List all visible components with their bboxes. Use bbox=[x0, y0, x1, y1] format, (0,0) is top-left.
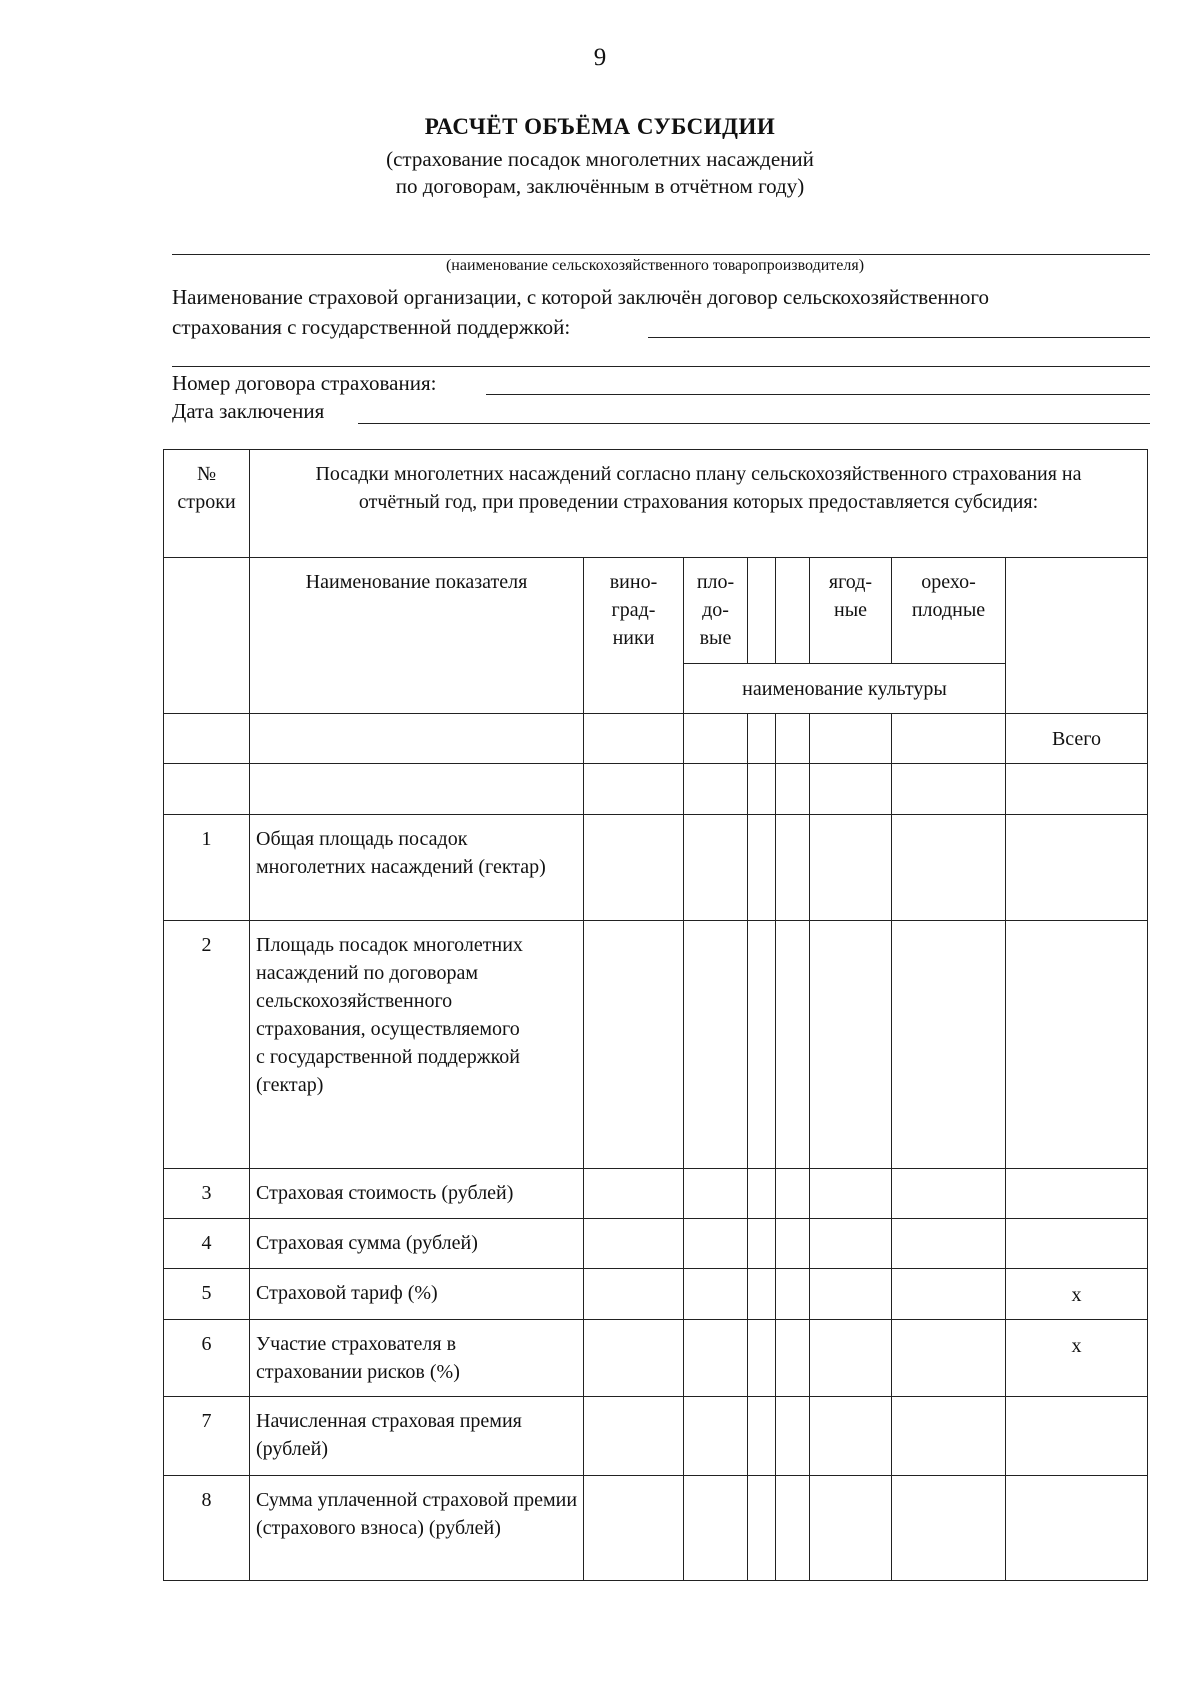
empty-cell bbox=[164, 764, 250, 815]
empty-cell bbox=[776, 558, 810, 664]
table-row bbox=[164, 921, 1148, 1169]
subtitle-line-2: по договорам, заключённым в отчётном году) bbox=[395, 174, 805, 198]
header-number-label: строки bbox=[177, 491, 236, 513]
total-cell[interactable] bbox=[1006, 1397, 1148, 1476]
data-cell[interactable] bbox=[810, 1476, 892, 1581]
data-cell[interactable] bbox=[776, 1269, 810, 1320]
subsidy-calculation-table bbox=[163, 449, 1148, 1581]
contract-number-field[interactable] bbox=[486, 394, 1150, 395]
data-cell[interactable] bbox=[810, 815, 892, 921]
data-cell[interactable] bbox=[776, 1476, 810, 1581]
data-cell[interactable] bbox=[684, 1219, 748, 1269]
data-cell[interactable] bbox=[892, 1397, 1006, 1476]
data-cell[interactable] bbox=[892, 1320, 1006, 1397]
empty-cell bbox=[748, 764, 776, 815]
empty-cell bbox=[776, 764, 810, 815]
row-number: 7 bbox=[164, 1397, 250, 1476]
empty-cell bbox=[250, 764, 584, 815]
empty-cell bbox=[810, 764, 892, 815]
table-row bbox=[164, 1476, 1148, 1581]
data-cell[interactable] bbox=[776, 815, 810, 921]
header-total: Всего bbox=[1006, 714, 1148, 764]
data-cell[interactable] bbox=[776, 1320, 810, 1397]
table-row bbox=[164, 815, 1148, 921]
empty-cell bbox=[892, 764, 1006, 815]
header-nut-part-2: плодные bbox=[911, 599, 986, 621]
empty-cell bbox=[748, 558, 776, 664]
table-row bbox=[164, 1169, 1148, 1219]
row-label: Участие страхователя в страховании рисков (%) bbox=[250, 1320, 584, 1397]
table-header-row bbox=[164, 450, 1148, 558]
total-cell[interactable] bbox=[1006, 815, 1148, 921]
insurer-text-line-2: страхования с государственной поддержкой: bbox=[172, 315, 571, 339]
header-fruit-part-2: до- bbox=[702, 599, 729, 621]
header-nut bbox=[892, 558, 1006, 664]
total-cell[interactable] bbox=[1006, 921, 1148, 1169]
header-plantings-text: Посадки многолетних насаждений согласно плану сельскохозяйственного страхования на отчётный год, при проведении страхования которых предоставляется субсидия: bbox=[315, 463, 1082, 513]
data-cell[interactable] bbox=[892, 921, 1006, 1169]
header-fruit-part-1: пло- bbox=[696, 571, 735, 593]
row-label: Страховой тариф (%) bbox=[250, 1269, 584, 1320]
table-row bbox=[164, 1397, 1148, 1476]
data-cell[interactable] bbox=[584, 1397, 684, 1476]
contract-date-field[interactable] bbox=[358, 423, 1150, 424]
empty-cell bbox=[164, 558, 250, 714]
empty-cell bbox=[748, 714, 776, 764]
empty-cell bbox=[1006, 764, 1148, 815]
data-cell[interactable] bbox=[748, 1169, 776, 1219]
header-fruit bbox=[684, 558, 748, 664]
header-berry-part-1: ягод- bbox=[828, 571, 873, 593]
header-berry bbox=[810, 558, 892, 664]
data-cell[interactable] bbox=[892, 1476, 1006, 1581]
table-blank-row bbox=[164, 764, 1148, 815]
row-label: Страховая сумма (рублей) bbox=[250, 1219, 584, 1269]
header-number-symbol: № bbox=[196, 463, 217, 485]
insurer-text-line-1: Наименование страховой организации, с которой заключён договор сельскохозяйственного bbox=[172, 285, 989, 309]
header-vineyards-part-3: ники bbox=[612, 627, 655, 649]
row-label: Общая площадь посадок многолетних насаждений (гектар) bbox=[250, 815, 584, 921]
row-number: 8 bbox=[164, 1476, 250, 1581]
empty-cell bbox=[776, 714, 810, 764]
row-label: Сумма уплаченной страховой премии (страхового взноса) (рублей) bbox=[250, 1476, 584, 1581]
data-cell[interactable] bbox=[892, 1169, 1006, 1219]
data-cell[interactable] bbox=[776, 921, 810, 1169]
data-cell[interactable] bbox=[684, 1320, 748, 1397]
document-title: РАСЧЁТ ОБЪЁМА СУБСИДИИ bbox=[424, 114, 776, 139]
empty-cell bbox=[684, 714, 748, 764]
total-cell[interactable] bbox=[1006, 1476, 1148, 1581]
data-cell[interactable] bbox=[584, 1269, 684, 1320]
data-cell[interactable] bbox=[584, 1219, 684, 1269]
data-cell[interactable] bbox=[776, 1169, 810, 1219]
contract-date-label: Дата заключения bbox=[172, 399, 325, 423]
data-cell[interactable] bbox=[810, 1219, 892, 1269]
data-cell[interactable] bbox=[748, 1476, 776, 1581]
data-cell[interactable] bbox=[892, 815, 1006, 921]
data-cell[interactable] bbox=[684, 1397, 748, 1476]
empty-cell bbox=[684, 764, 748, 815]
data-cell[interactable] bbox=[684, 815, 748, 921]
header-nut-part-1: орехо- bbox=[921, 571, 976, 593]
empty-cell bbox=[584, 764, 684, 815]
header-row-number bbox=[164, 450, 250, 558]
data-cell[interactable] bbox=[748, 1269, 776, 1320]
data-cell[interactable] bbox=[748, 1397, 776, 1476]
data-cell[interactable] bbox=[684, 1476, 748, 1581]
row-label: Страховая стоимость (рублей) bbox=[250, 1169, 584, 1219]
row-number: 5 bbox=[164, 1269, 250, 1320]
row-number: 4 bbox=[164, 1219, 250, 1269]
data-cell[interactable] bbox=[584, 1169, 684, 1219]
row-number: 6 bbox=[164, 1320, 250, 1397]
row-number: 2 bbox=[164, 921, 250, 1169]
insurer-paragraph bbox=[172, 282, 1150, 342]
data-cell[interactable] bbox=[684, 1169, 748, 1219]
contract-number-label: Номер договора страхования: bbox=[172, 371, 437, 395]
data-cell[interactable] bbox=[776, 1219, 810, 1269]
row-label: Площадь посадок многолетних насаждений по договорам сельскохозяйственного страхования, осуществляемого с государственной поддержкой (гектар) bbox=[250, 921, 584, 1169]
data-cell[interactable] bbox=[684, 921, 748, 1169]
data-cell[interactable] bbox=[810, 1169, 892, 1219]
empty-cell bbox=[584, 714, 684, 764]
data-cell[interactable] bbox=[810, 1320, 892, 1397]
data-cell[interactable] bbox=[684, 1269, 748, 1320]
data-cell[interactable] bbox=[584, 921, 684, 1169]
producer-name-field[interactable] bbox=[172, 254, 1150, 255]
data-cell[interactable] bbox=[748, 815, 776, 921]
header-culture-name: наименование культуры bbox=[684, 664, 1006, 714]
total-cell[interactable] bbox=[1006, 1219, 1148, 1269]
header-vineyards-part-1: вино- bbox=[609, 571, 658, 593]
data-cell[interactable] bbox=[748, 921, 776, 1169]
empty-cell bbox=[810, 714, 892, 764]
total-cell[interactable] bbox=[1006, 1169, 1148, 1219]
insurer-name-field-continued[interactable] bbox=[172, 366, 1150, 367]
table-row bbox=[164, 1219, 1148, 1269]
header-vineyards-part-2: град- bbox=[611, 599, 656, 621]
total-cell: х bbox=[1006, 1320, 1148, 1397]
table-row bbox=[164, 1320, 1148, 1397]
header-vineyards bbox=[584, 558, 684, 714]
row-number: 1 bbox=[164, 815, 250, 921]
data-cell[interactable] bbox=[776, 1397, 810, 1476]
empty-cell bbox=[892, 714, 1006, 764]
data-cell[interactable] bbox=[584, 815, 684, 921]
insurer-name-field[interactable] bbox=[648, 337, 1150, 338]
table-subheader-row bbox=[164, 558, 1148, 664]
data-cell[interactable] bbox=[748, 1320, 776, 1397]
empty-cell bbox=[250, 714, 584, 764]
header-fruit-part-3: вые bbox=[699, 627, 732, 649]
data-cell[interactable] bbox=[892, 1219, 1006, 1269]
data-cell[interactable] bbox=[584, 1320, 684, 1397]
data-cell[interactable] bbox=[748, 1219, 776, 1269]
row-number: 3 bbox=[164, 1169, 250, 1219]
empty-cell bbox=[1006, 558, 1148, 714]
data-cell[interactable] bbox=[892, 1269, 1006, 1320]
total-cell: х bbox=[1006, 1269, 1148, 1320]
page-number: 9 bbox=[593, 44, 607, 71]
data-cell[interactable] bbox=[810, 1269, 892, 1320]
producer-name-caption: (наименование сельскохозяйственного товаропроизводителя) bbox=[445, 257, 865, 274]
data-cell[interactable] bbox=[810, 921, 892, 1169]
header-berry-part-2: ные bbox=[833, 599, 868, 621]
table-row bbox=[164, 1269, 1148, 1320]
table-total-row bbox=[164, 714, 1148, 764]
header-indicator-name: Наименование показателя bbox=[250, 558, 584, 714]
header-plantings bbox=[250, 450, 1148, 558]
row-label: Начисленная страховая премия (рублей) bbox=[250, 1397, 584, 1476]
document-subtitle bbox=[0, 146, 1200, 200]
data-cell[interactable] bbox=[584, 1476, 684, 1581]
data-cell[interactable] bbox=[810, 1397, 892, 1476]
subtitle-line-1: (страхование посадок многолетних насаждений bbox=[386, 147, 814, 171]
empty-cell bbox=[164, 714, 250, 764]
